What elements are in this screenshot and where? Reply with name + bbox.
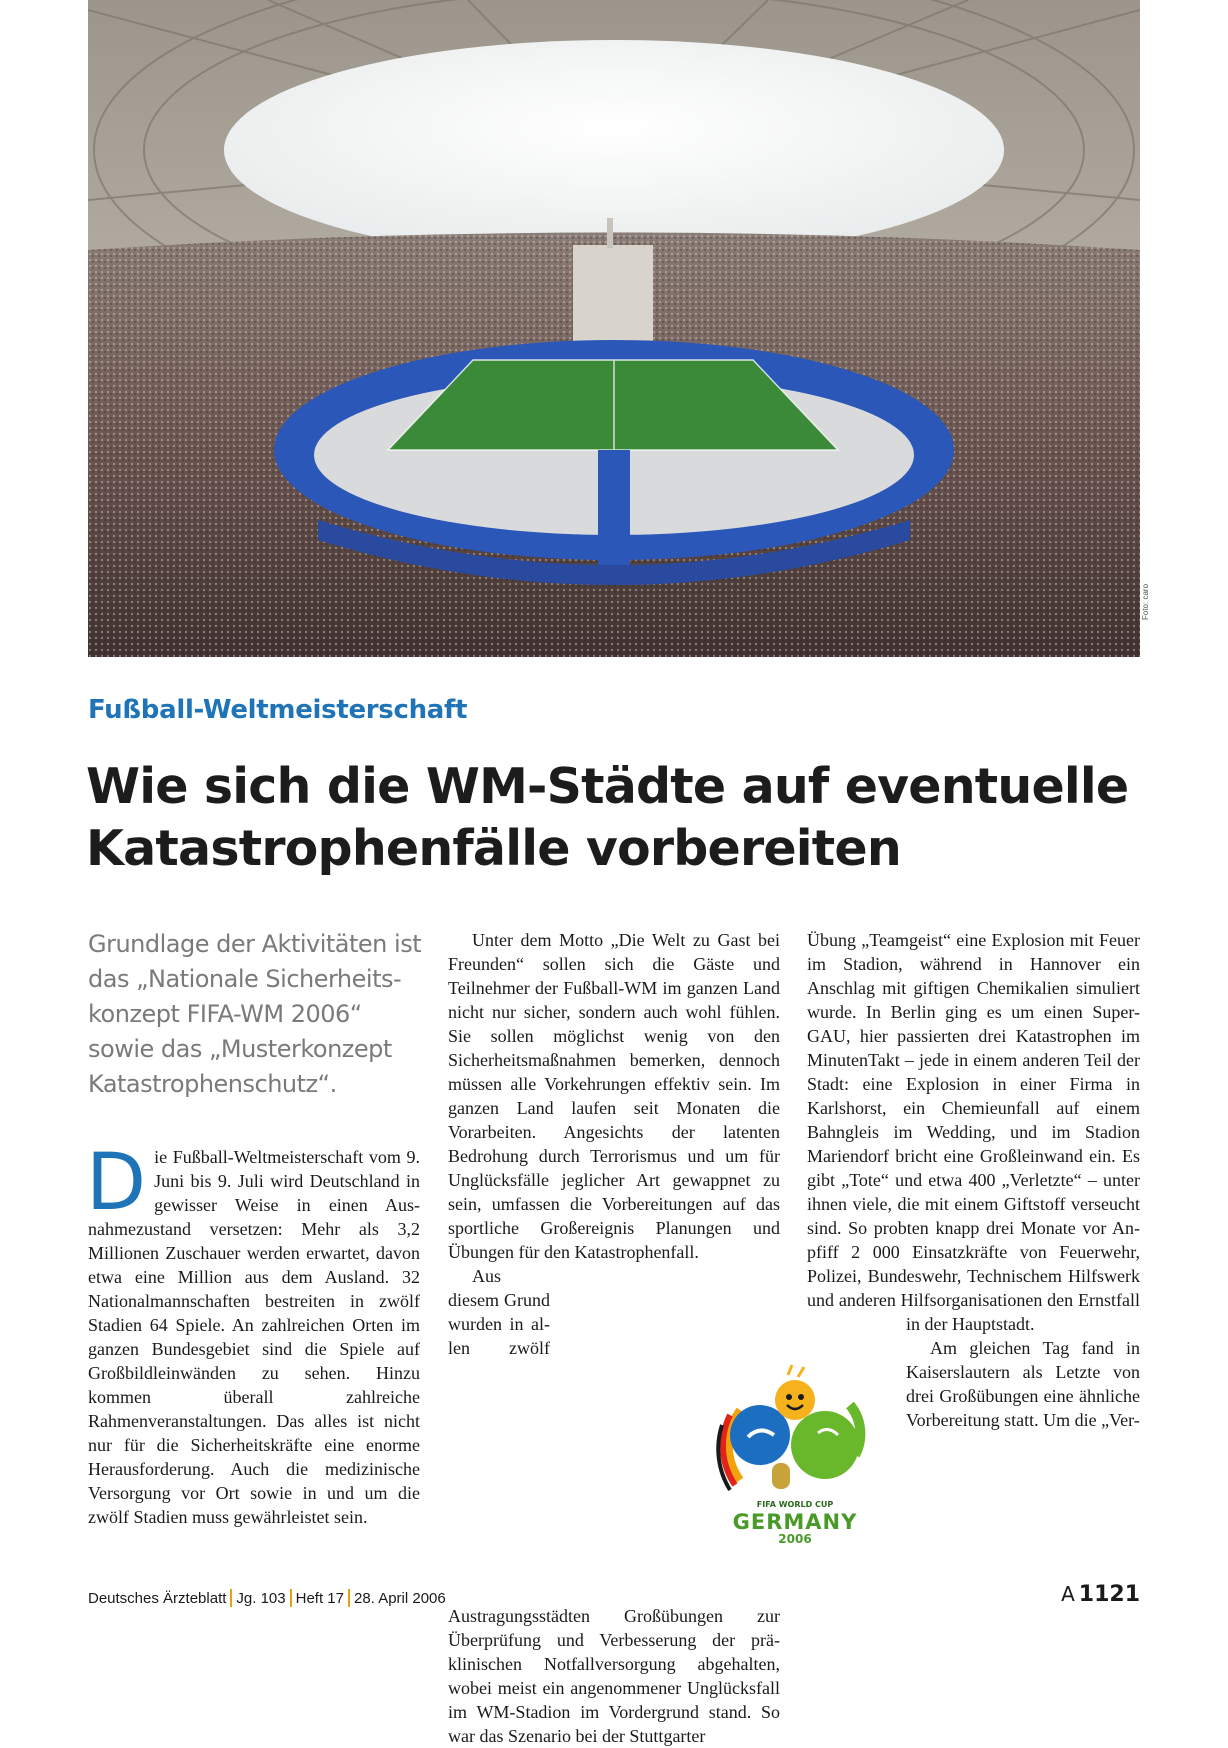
footer-separator	[348, 1589, 350, 1607]
page-prefix: A	[1061, 1582, 1075, 1606]
roof-opening	[224, 40, 1004, 260]
article-kicker: Fußball-Weltmeisterschaft	[88, 695, 468, 725]
stadium-illustration	[88, 0, 1140, 657]
emblem-yellow-face	[775, 1380, 815, 1420]
emblem-green-face	[791, 1411, 859, 1479]
journal-issue: Heft 17	[295, 1590, 344, 1607]
journal-name: Deutsches Ärzteblatt	[88, 1590, 227, 1607]
photo-credit: Foto: caro	[1141, 583, 1150, 620]
paragraph-kaiserslautern: Am gleichen Tag fand in Kaiserslautern als Letzte von drei Großübungen eine ähnliche Vorbereitung statt. Um die „Ver-	[906, 1338, 1140, 1430]
footer-separator	[230, 1589, 232, 1607]
scenarios-text: Übung „Teamgeist“ eine Explosion mit Feuer im Stadion, während in Hannover ein Anschlag mit giftigen Chemikalien simuliert wurde. In Berlin ging es um einen Super-GAU, hier passierten drei Katastrophen im MinutenTakt – jede in einem anderen Teil der Stadt: eine Explosion in einer Firma in Karlshorst, ein Chemieunfall auf einem Bahngleis im Wedding, und im Stadion Mariendorf bricht eine Großleinwand ein. Es gibt „Tote“ und etwa 400 „Verletzte“ – unter ihnen viele, die mit einem Giftstoff verseucht sind. So probten knapp drei Monate vor Anpfiff 2 000 Einsatzkräfte von Feuerwehr, Polizei, Bundeswehr, Technischem Hilfswerk und anderen Hilfsorganisationen den Ernstfall in der Hauptstadt.	[807, 930, 1140, 1334]
marathon-gate	[573, 245, 653, 350]
intro-text: ie Fußball-Weltmeisterschaft vom 9. Juni bis 9. Juli wird Deutschland in gewisser Weise in einen Ausnahmezustand versetzen: Mehr als 3,2 Millionen Zuschauer werden erwartet, davon etwa eine Million aus dem Ausland. 32 Nationalmannschaften bestreiten in zwölf Stadien 64 Spiele. An zahlreichen Orten im ganzen Bundesgebiet sind die Spiele auf Großbildleinwänden zu sehen. Hinzu kommen überall zahlreiche Rahmenveranstaltungen. Das alles ist nicht nur für die Sicherheitskräfte eine enorme Herausforderung. Auch die medizinische Versorgung vor Ort sowie in und um die zwölf Stadien muss gewährleistet sein.	[88, 1147, 420, 1527]
paragraph-scenarios	[806, 928, 1140, 1336]
column-2	[448, 928, 780, 1748]
page-number-value: 1121	[1078, 1582, 1140, 1607]
trophy-icon	[772, 1463, 790, 1489]
footer-citation	[88, 1589, 446, 1607]
emblem-line-1: FIFA WORLD CUP	[756, 1500, 834, 1509]
fifa-world-cup-emblem	[700, 1355, 890, 1545]
emblem-line-2: GERMANY	[732, 1510, 858, 1534]
emblem-graphic	[700, 1355, 890, 1545]
page-number	[1061, 1582, 1140, 1607]
paragraph-motto: Unter dem Motto „Die Welt zu Gast bei Freunden“ sollen sich die Gäste und Teilnehmer der Fußball-WM im ganzen Land nicht nur sicher, sondern auch wohl fühlen. Sie sollen möglichst wenig von den Sicherheitsmaßnahmen bemerken, dennoch müssen alle Vorkehrungen effektiv sein. Im ganzen Land laufen seit Monaten die Vorarbeiten. Angesichts der latenten Bedrohung durch Terrorismus und um für Unglücksfälle jeglicher Art gewappnet zu sein, umfassen die Vorbereitungen auf das sportliche Großereignis Planungen und Übungen für den Katastrophenfall.	[448, 930, 780, 1262]
drop-cap: D	[86, 1138, 147, 1228]
journal-volume: Jg. 103	[236, 1590, 286, 1607]
paragraph-exercises: Aus diesem Grund wurden in allen zwölf Austragungsstädten Großübungen zur Überprüfung und Verbesserung der präklinischen Notfallversorgung abgehalten, wobei meist ein angenommener Unglücksfall im WM-Stadion im Vordergrund stand. So war das Szenario bei der Stuttgarter	[448, 1266, 780, 1746]
paragraph-intro	[86, 1138, 420, 1529]
article-headline	[86, 756, 1146, 880]
headline-line-1: Wie sich die WM-Städte auf eventuelle	[86, 758, 1129, 815]
headline-line-2: Katastrophenfälle vorbereiten	[86, 820, 901, 877]
article-teaser: Grundlage der Aktivitäten ist das „Nationale Sicherheitskonzept FIFA-WM 2006“ sowie das „Musterkonzept Katastrophenschutz“.	[88, 930, 422, 1098]
column-1	[86, 1138, 420, 1529]
stadium-photo	[88, 0, 1140, 657]
footer-separator	[290, 1589, 292, 1607]
journal-date: 28. April 2006	[354, 1590, 446, 1607]
emblem-line-3: 2006	[778, 1532, 812, 1545]
